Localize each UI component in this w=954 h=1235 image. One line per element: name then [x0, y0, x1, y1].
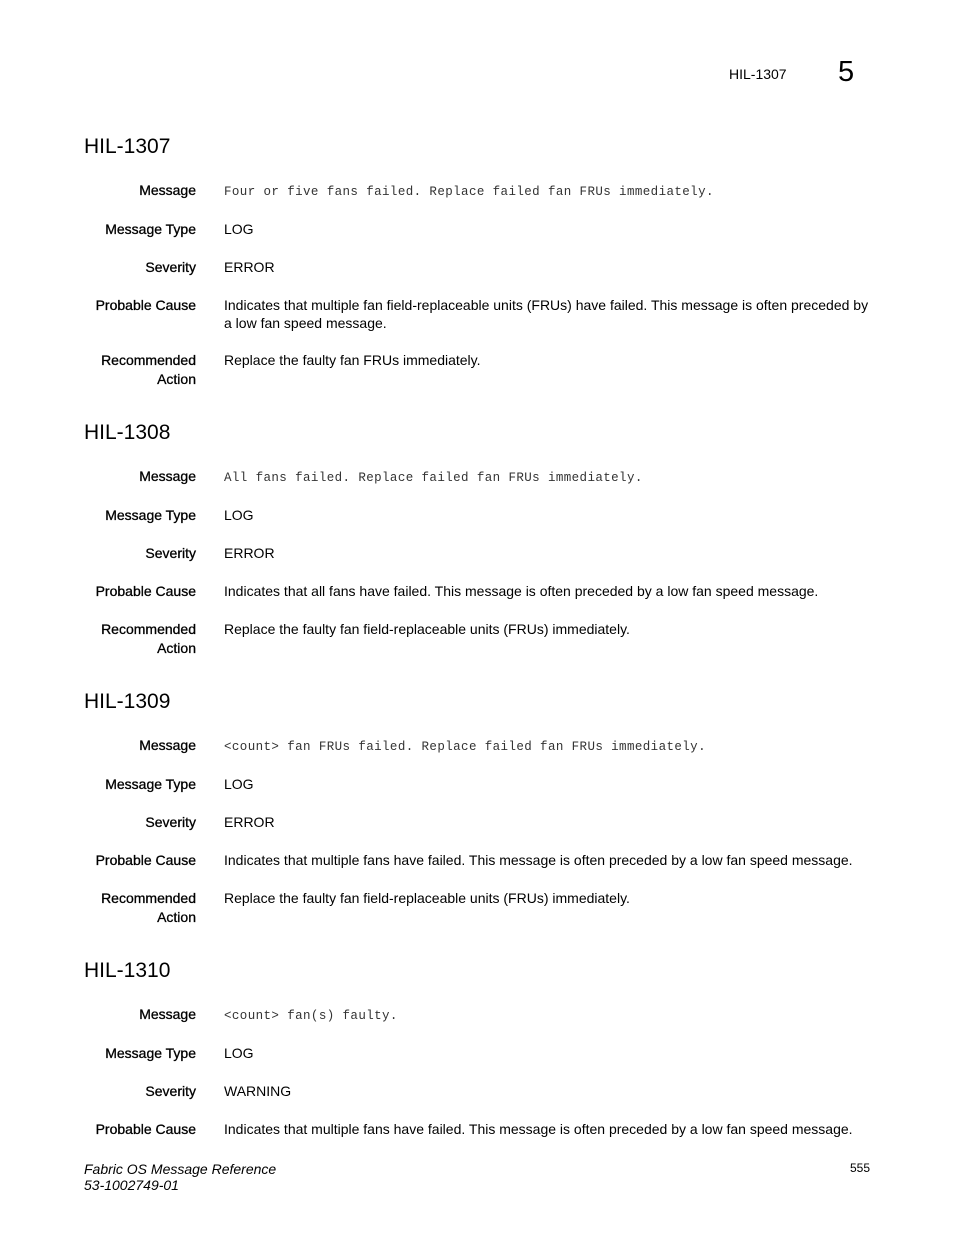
probable-cause-row	[84, 1120, 874, 1139]
probable-cause-label: Probable Cause	[95, 852, 196, 868]
message-type-value: LOG	[224, 776, 254, 792]
footer-book-title: Fabric OS Message Reference	[84, 1161, 277, 1177]
severity-label: Severity	[145, 814, 196, 830]
recommended-action-label-line1: Recommended	[101, 621, 196, 637]
message-text: <count> fan(s) faulty.	[224, 1009, 398, 1023]
recommended-action-label	[84, 351, 196, 389]
recommended-action-label	[84, 620, 196, 658]
section-hil-1309	[84, 689, 874, 927]
recommended-action-label-line1: Recommended	[101, 890, 196, 906]
recommended-action-label-line2: Action	[157, 640, 196, 656]
section-title: HIL-1308	[84, 421, 171, 444]
message-type-value: LOG	[224, 221, 254, 237]
running-header-title: HIL-1307	[729, 66, 787, 82]
recommended-action-value: Replace the faulty fan field-replaceable units (FRUs) immediately.	[224, 890, 630, 906]
recommended-action-label-line2: Action	[157, 909, 196, 925]
message-type-value: LOG	[224, 507, 254, 523]
message-label: Message	[139, 468, 196, 484]
section-title: HIL-1309	[84, 690, 171, 713]
recommended-action-label-line2: Action	[157, 371, 196, 387]
message-row	[84, 736, 874, 756]
section-title: HIL-1310	[84, 959, 171, 982]
severity-row	[84, 1082, 874, 1101]
message-row	[84, 1005, 874, 1025]
recommended-action-value: Replace the faulty fan field-replaceable units (FRUs) immediately.	[224, 621, 630, 637]
probable-cause-value: Indicates that all fans have failed. This message is often preceded by a low fan speed message.	[224, 583, 819, 599]
message-row	[84, 467, 874, 487]
severity-label: Severity	[145, 1083, 196, 1099]
section-hil-1308	[84, 420, 874, 658]
section-hil-1310	[84, 958, 874, 1139]
message-type-row	[84, 506, 874, 525]
probable-cause-label: Probable Cause	[95, 1121, 196, 1137]
recommended-action-value: Replace the faulty fan FRUs immediately.	[224, 352, 481, 368]
message-label: Message	[139, 182, 196, 198]
probable-cause-row	[84, 851, 874, 870]
probable-cause-label: Probable Cause	[95, 297, 196, 313]
message-text: All fans failed. Replace failed fan FRUs immediately.	[224, 471, 643, 485]
severity-value: WARNING	[224, 1083, 292, 1099]
severity-value: ERROR	[224, 259, 275, 275]
message-row	[84, 181, 874, 201]
chapter-number: 5	[838, 56, 855, 88]
probable-cause-value: Indicates that multiple fans have failed. This message is often preceded by a low fan speed message.	[224, 852, 853, 868]
severity-row	[84, 258, 874, 277]
severity-label: Severity	[145, 545, 196, 561]
message-type-row	[84, 1044, 874, 1063]
message-type-row	[84, 775, 874, 794]
message-text: Four or five fans failed. Replace failed fan FRUs immediately.	[224, 185, 714, 199]
recommended-action-row	[84, 620, 874, 658]
recommended-action-row	[84, 351, 874, 389]
severity-value: ERROR	[224, 814, 275, 830]
page-content	[84, 134, 874, 1158]
footer-page-number: 555	[850, 1161, 871, 1175]
message-label: Message	[139, 737, 196, 753]
message-type-label: Message Type	[105, 507, 196, 523]
recommended-action-row	[84, 889, 874, 927]
section-title: HIL-1307	[84, 135, 171, 158]
footer-doc-number: 53-1002749-01	[84, 1177, 179, 1193]
severity-row	[84, 813, 874, 832]
probable-cause-value: Indicates that multiple fans have failed. This message is often preceded by a low fan speed message.	[224, 1121, 853, 1137]
message-text: <count> fan FRUs failed. Replace failed fan FRUs immediately.	[224, 740, 706, 754]
message-type-row	[84, 220, 874, 239]
severity-value: ERROR	[224, 545, 275, 561]
section-hil-1307	[84, 134, 874, 389]
message-type-label: Message Type	[105, 221, 196, 237]
message-type-label: Message Type	[105, 776, 196, 792]
probable-cause-value: Indicates that multiple fan field-replaceable units (FRUs) have failed. This message is often preceded by a low fan speed message.	[224, 297, 869, 331]
probable-cause-row	[84, 296, 874, 332]
recommended-action-label-line1: Recommended	[101, 352, 196, 368]
severity-row	[84, 544, 874, 563]
message-type-value: LOG	[224, 1045, 254, 1061]
probable-cause-row	[84, 582, 874, 601]
message-type-label: Message Type	[105, 1045, 196, 1061]
probable-cause-label: Probable Cause	[95, 583, 196, 599]
recommended-action-label	[84, 889, 196, 927]
footer-doc-info	[84, 1161, 276, 1193]
message-label: Message	[139, 1006, 196, 1022]
severity-label: Severity	[145, 259, 196, 275]
